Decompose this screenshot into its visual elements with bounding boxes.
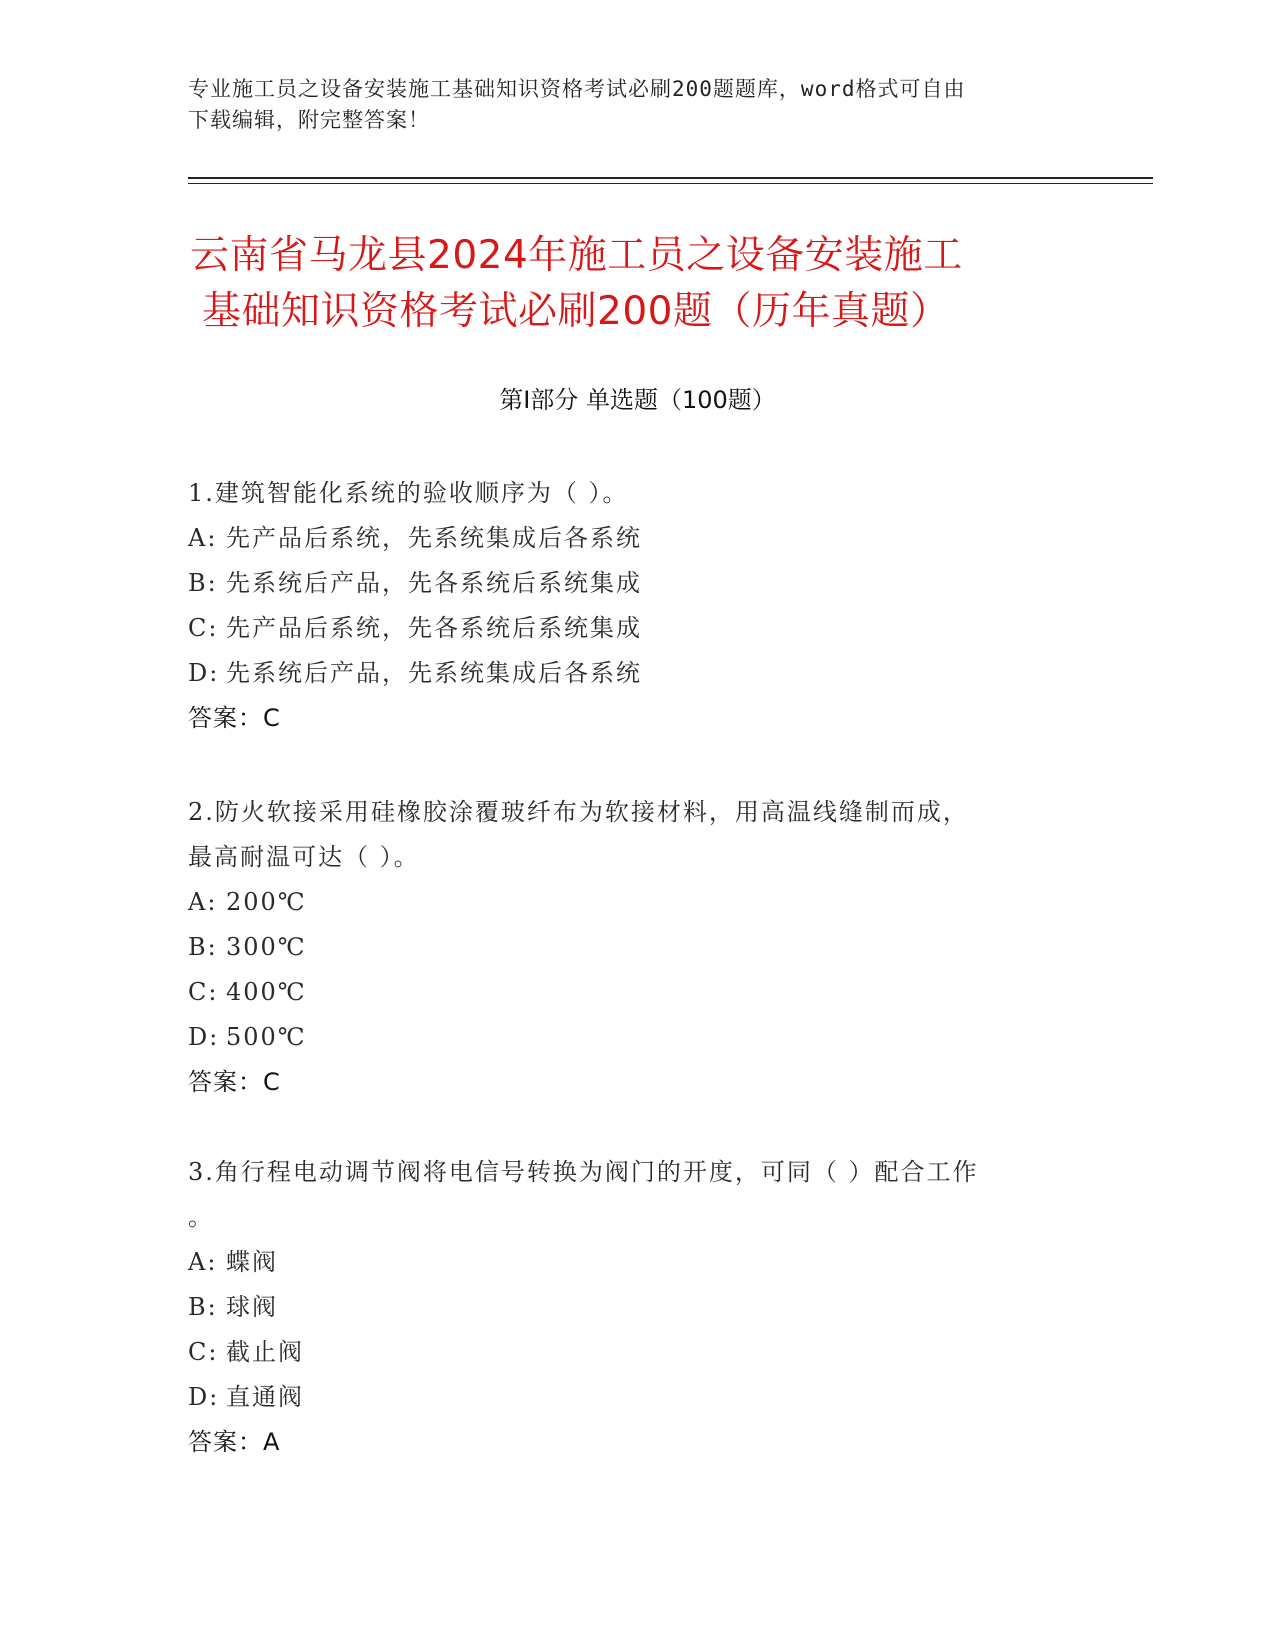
option-c <box>188 970 1088 1015</box>
option-b <box>188 1285 1088 1330</box>
option-text: 先系统后产品，先系统集成后各系统 <box>226 659 642 687</box>
question-stem-line-1: 3.角行程电动调节阀将电信号转换为阀门的开度，可同（ ）配合工作 <box>188 1158 979 1186</box>
option-letter: A: <box>188 524 218 552</box>
option-c <box>188 606 1088 651</box>
option-d <box>188 1375 1088 1420</box>
option-text: 200℃ <box>226 888 307 916</box>
option-a <box>188 1240 1088 1285</box>
option-text: 截止阀 <box>226 1338 304 1366</box>
option-text: 400℃ <box>226 978 307 1006</box>
option-text: 直通阀 <box>226 1383 304 1411</box>
question-2 <box>188 790 1088 1105</box>
option-text: 先系统后产品，先各系统后系统集成 <box>226 569 642 597</box>
option-d <box>188 651 1088 696</box>
answer-line: 答案：C <box>188 704 281 732</box>
option-b <box>188 925 1088 970</box>
question-stem-line-2: 。 <box>188 1203 214 1231</box>
option-a <box>188 516 1088 561</box>
header-note-line-1: 专业施工员之设备安装施工基础知识资格考试必刷200题题库，word格式可自由 <box>188 77 966 101</box>
answer-line: 答案：A <box>188 1428 281 1456</box>
option-text: 蝶阀 <box>226 1248 278 1276</box>
option-letter: C: <box>188 978 219 1006</box>
option-c <box>188 1330 1088 1375</box>
document-title-line-2: 基础知识资格考试必刷200题（历年真题） <box>202 289 950 334</box>
answer-line: 答案：C <box>188 1068 281 1096</box>
header-divider-thick <box>188 177 1153 179</box>
option-letter: D: <box>188 1023 220 1051</box>
option-b <box>188 561 1088 606</box>
document-title <box>190 228 1110 340</box>
header-note <box>188 74 1088 136</box>
question-3 <box>188 1150 1088 1465</box>
question-stem-line-1: 2.防火软接采用硅橡胶涂覆玻纤布为软接材料，用高温线缝制而成， <box>188 798 969 826</box>
option-letter: C: <box>188 1338 219 1366</box>
question-1 <box>188 471 1088 741</box>
option-letter: D: <box>188 1383 220 1411</box>
option-text: 300℃ <box>226 933 307 961</box>
option-text: 先产品后系统，先各系统后系统集成 <box>226 614 642 642</box>
option-letter: A: <box>188 888 218 916</box>
option-letter: D: <box>188 659 220 687</box>
option-letter: B: <box>188 569 218 597</box>
question-stem-line-2: 最高耐温可达（ ）。 <box>188 843 420 871</box>
document-title-line-1: 云南省马龙县2024年施工员之设备安装施工 <box>190 233 963 278</box>
option-text: 先产品后系统，先系统集成后各系统 <box>226 524 642 552</box>
option-letter: C: <box>188 614 219 642</box>
section-title: 第Ⅰ部分 单选题（100题） <box>499 386 776 414</box>
option-letter: B: <box>188 933 218 961</box>
option-letter: B: <box>188 1293 218 1321</box>
option-d <box>188 1015 1088 1060</box>
option-a <box>188 880 1088 925</box>
option-letter: A: <box>188 1248 218 1276</box>
question-stem: 1.建筑智能化系统的验收顺序为（ ）。 <box>188 479 629 507</box>
option-text: 500℃ <box>226 1023 307 1051</box>
header-note-line-2: 下载编辑，附完整答案！ <box>188 108 430 132</box>
header-divider-thin <box>188 183 1153 184</box>
option-text: 球阀 <box>226 1293 278 1321</box>
